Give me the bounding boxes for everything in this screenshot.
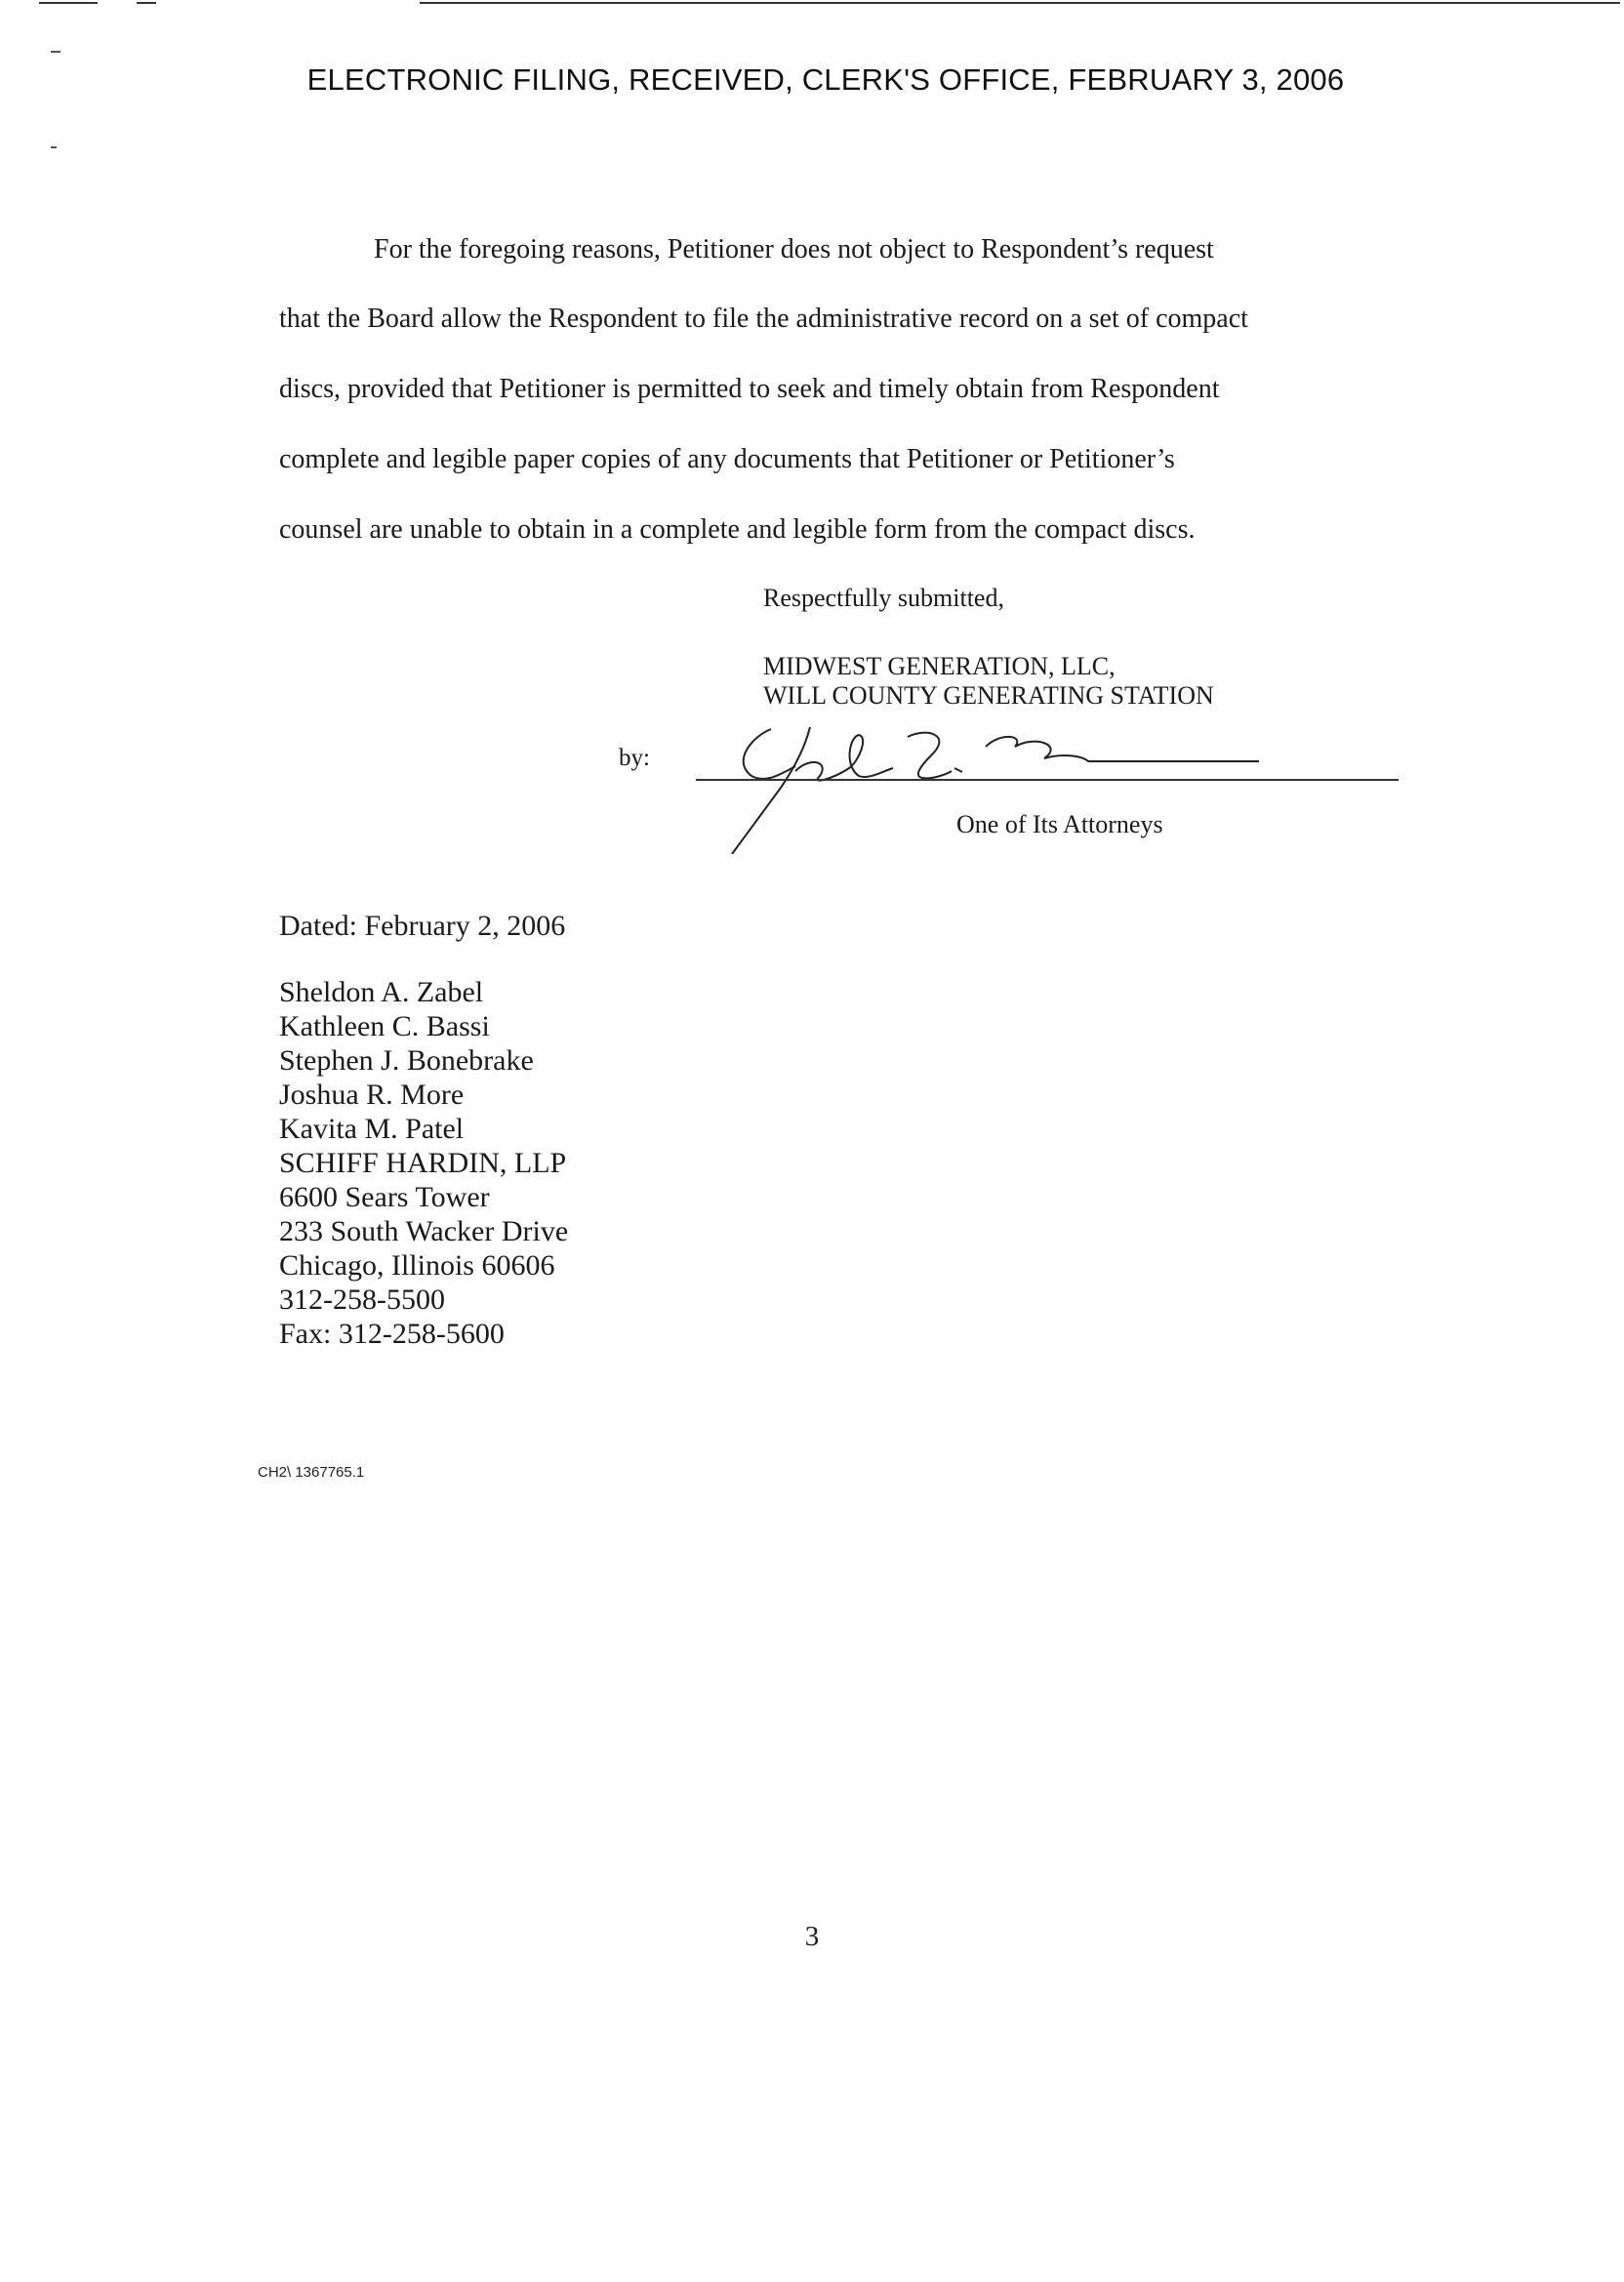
counsel-line: 6600 Sears Tower <box>279 1181 490 1213</box>
counsel-line: Kathleen C. Bassi <box>279 1010 490 1042</box>
top-scan-rule <box>420 2 1620 4</box>
counsel-line: Sheldon A. Zabel <box>279 976 484 1008</box>
scan-mark <box>51 146 57 148</box>
top-scan-rule <box>39 2 98 4</box>
party-line-1: MIDWEST GENERATION, LLC, <box>763 652 1116 680</box>
body-line: complete and legible paper copies of any documents that Petitioner or Petitioner’s <box>279 444 1175 474</box>
closing: Respectfully submitted, <box>763 584 1004 612</box>
counsel-line: Kavita M. Patel <box>279 1113 465 1145</box>
counsel-line: 312-258-5500 <box>279 1284 445 1316</box>
body-line: discs, provided that Petitioner is permitted to seek and timely obtain from Respondent <box>279 374 1220 404</box>
body-line: counsel are unable to obtain in a complete and legible form from the compact discs. <box>279 514 1196 545</box>
document-id: CH2\ 1367765.1 <box>258 1464 365 1481</box>
scan-mark <box>51 51 61 53</box>
filing-stamp: ELECTRONIC FILING, RECEIVED, CLERK'S OFFICE, FEBRUARY 3, 2006 <box>306 62 1345 97</box>
body-line: that the Board allow the Respondent to file the administrative record on a set of compact <box>279 304 1248 334</box>
counsel-line: Chicago, Illinois 60606 <box>279 1249 555 1282</box>
signature-line <box>696 779 1399 781</box>
by-label: by: <box>619 745 650 771</box>
counsel-line: Joshua R. More <box>279 1079 465 1111</box>
page-number: 3 <box>804 1921 820 1952</box>
counsel-line: Stephen J. Bonebrake <box>279 1044 534 1077</box>
party-line-2: WILL COUNTY GENERATING STATION <box>763 681 1214 710</box>
top-scan-rule <box>137 2 156 4</box>
counsel-line: Fax: 312-258-5600 <box>279 1318 505 1350</box>
body-line: For the foregoing reasons, Petitioner does not object to Respondent’s request <box>374 234 1214 265</box>
counsel-line: 233 South Wacker Drive <box>279 1215 569 1247</box>
dated-line: Dated: February 2, 2006 <box>279 910 566 942</box>
counsel-line: SCHIFF HARDIN, LLP <box>279 1147 567 1179</box>
signer-role: One of Its Attorneys <box>956 810 1163 838</box>
